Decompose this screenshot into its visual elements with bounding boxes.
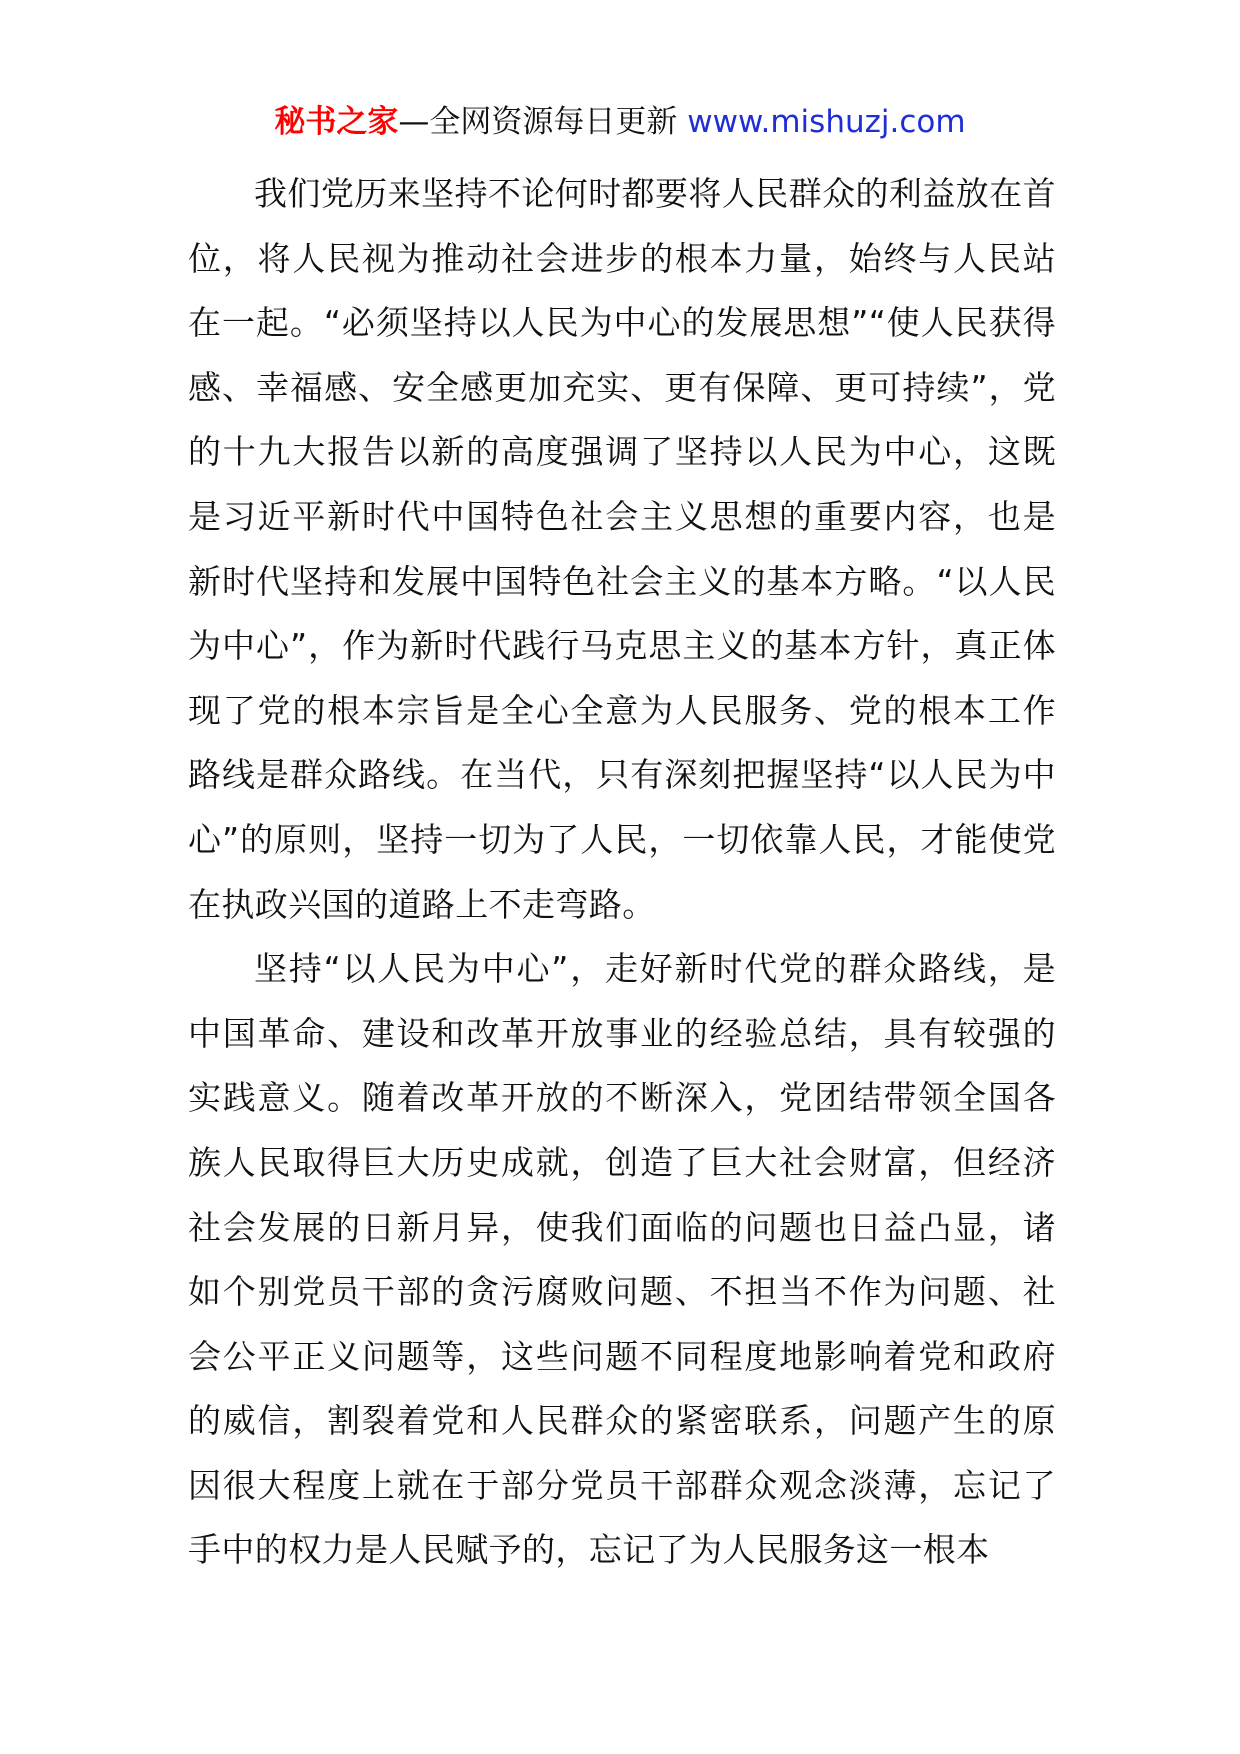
page-header [0, 100, 1240, 144]
document-body [188, 162, 1056, 1583]
header-tagline: —全网资源每日更新 [398, 104, 678, 140]
paragraph: 我们党历来坚持不论何时都要将人民群众的利益放在首位，将人民视为推动社会进步的根本力量，始终与人民站在一起。“必须坚持以人民为中心的发展思想”“使人民获得感、幸福感、安全感更加充实、更有保障、更可持续”，党的十九大报告以新的高度强调了坚持以人民为中心，这既是习近平新时代中国特色社会主义思想的重要内容，也是新时代坚持和发展中国特色社会主义的基本方略。“以人民为中心”，作为新时代践行马克思主义的基本方针，真正体现了党的根本宗旨是全心全意为人民服务、党的根本工作路线是群众路线。在当代，只有深刻把握坚持“以人民为中心”的原则，坚持一切为了人民，一切依靠人民，才能使党在执政兴国的道路上不走弯路。 [188, 174, 1056, 924]
paragraph: 坚持“以人民为中心”，走好新时代党的群众路线，是中国革命、建设和改革开放事业的经验总结，具有较强的实践意义。随着改革开放的不断深入，党团结带领全国各族人民取得巨大历史成就，创造了巨大社会财富，但经济社会发展的日新月异，使我们面临的问题也日益凸显，诸如个别党员干部的贪污腐败问题、不担当不作为问题、社会公平正义问题等，这些问题不同程度地影响着党和政府的威信，割裂着党和人民群众的紧密联系，问题产生的原因很大程度上就在于部分党员干部群众观念淡薄，忘记了手中的权力是人民赋予的，忘记了为人民服务这一根本 [188, 949, 1056, 1570]
site-url-link[interactable]: www.mishuzj.com [687, 104, 966, 140]
brand-name: 秘书之家 [274, 104, 399, 140]
